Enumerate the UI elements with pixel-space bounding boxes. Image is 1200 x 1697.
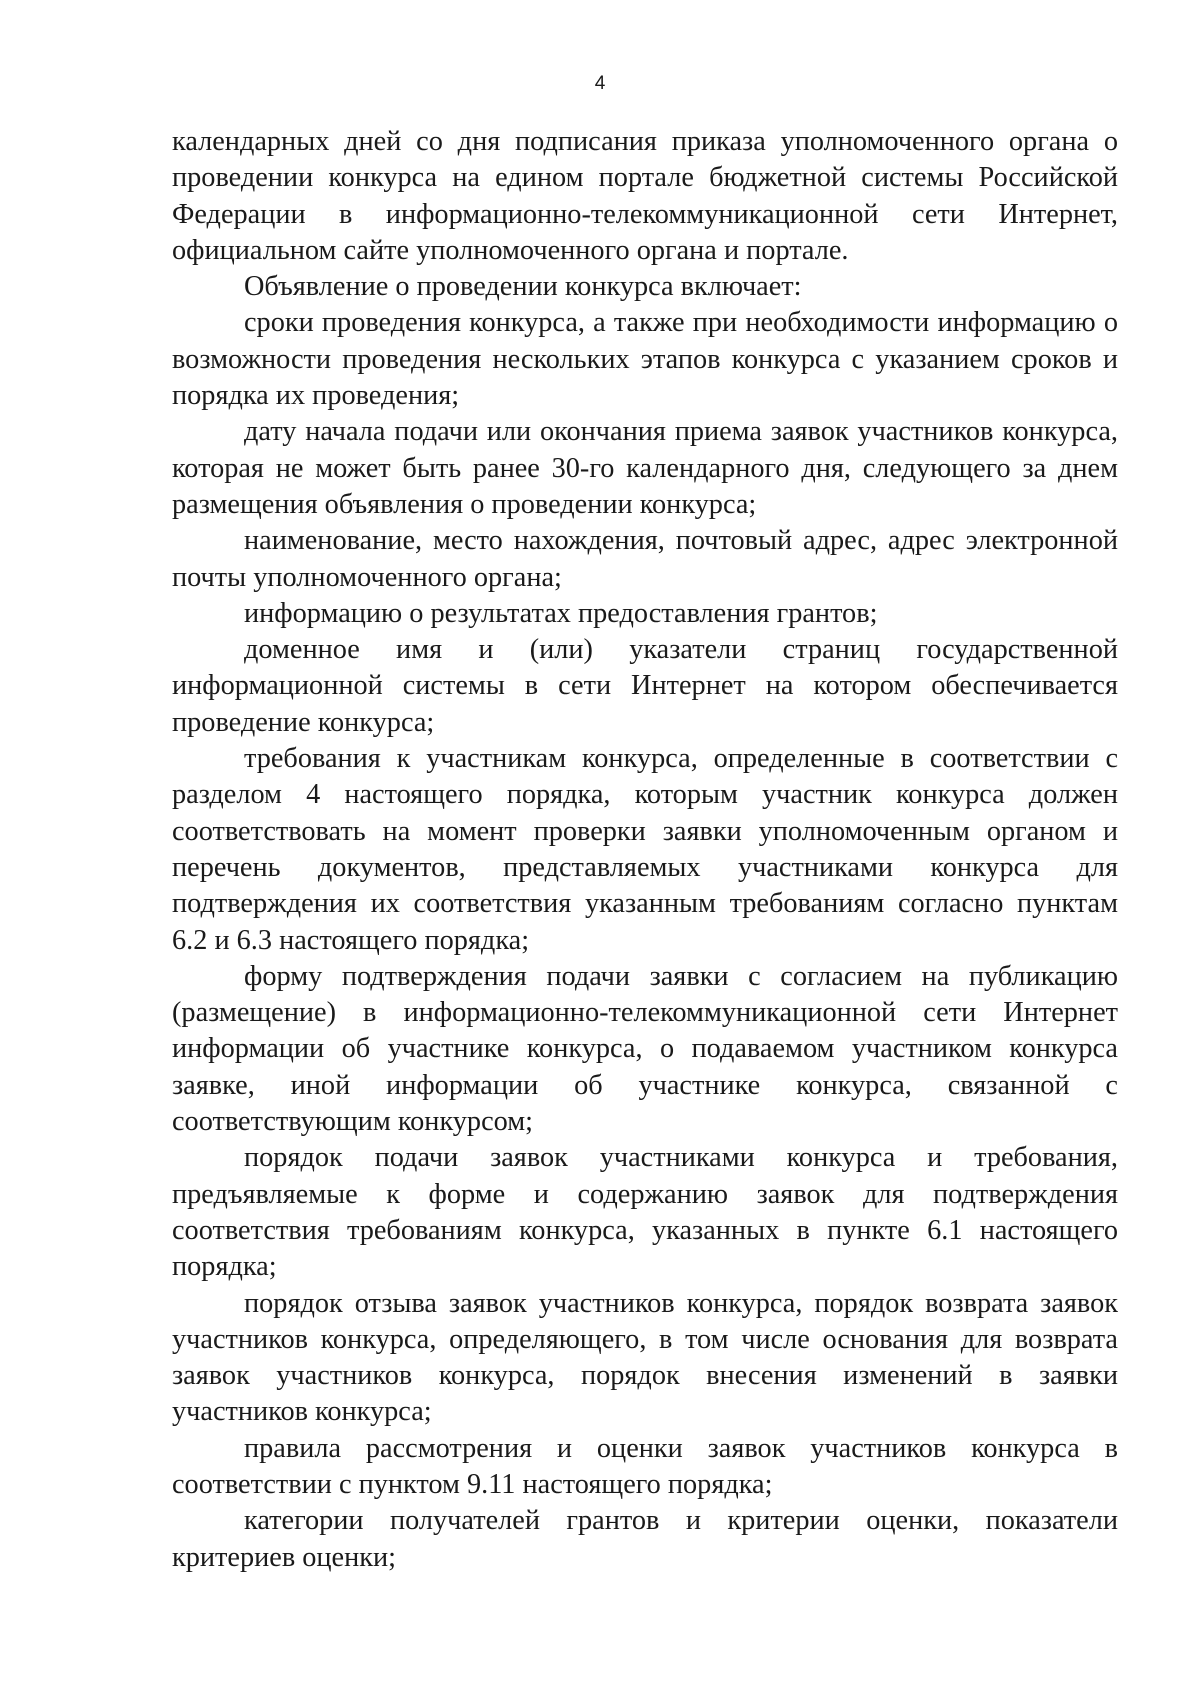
- paragraph-continuation: календарных дней со дня подписания приказа уполномоченного органа о проведении конкурса на едином портале бюджетной системы Российской Федерации в информационно-телекоммуникационной сети Интернет, официальном сайте уполномоченного органа и портале.: [172, 126, 1118, 266]
- paragraph-item: информацию о результатах предоставления грантов;: [244, 597, 878, 629]
- paragraph-item: дату начала подачи или окончания приема заявок участников конкурса, которая не может быть ранее 30-го календарного дня, следующего за днем размещения объявления о проведении конкурса;: [172, 416, 1118, 520]
- document-body: [172, 124, 1118, 1576]
- paragraph-item: форму подтверждения подачи заявки с согласием на публикацию (размещение) в информационно-телекоммуникационной сети Интернет информации об участнике конкурса, о подаваемом участником конкурса заявке, иной информации об участнике конкурса, связанной с соответствующим конкурсом;: [172, 960, 1118, 1138]
- paragraph-item: доменное имя и (или) указатели страниц государственной информационной системы в сети Интернет на котором обеспечивается проведение конкурса;: [172, 634, 1118, 738]
- paragraph-item: требования к участникам конкурса, определенные в соответствии с разделом 4 настоящего порядка, которым участник конкурса должен соответствовать на момент проверки заявки уполномоченным органом и перечень документов, представляемых участниками конкурса для подтверждения их соответствия указанным требованиям согласно пунктам 6.2 и 6.3 настоящего порядка;: [172, 743, 1118, 956]
- paragraph-item: сроки проведения конкурса, а также при необходимости информацию о возможности проведения нескольких этапов конкурса с указанием сроков и порядка их проведения;: [172, 307, 1118, 412]
- paragraph-item: категории получателей грантов и критерии оценки, показатели критериев оценки;: [172, 1505, 1118, 1573]
- page-number: 4: [594, 73, 606, 94]
- paragraph-item: порядок отзыва заявок участников конкурса, порядок возврата заявок участников конкурса, определяющего, в том числе основания для возврата заявок участников конкурса, порядок внесения изменений в заявки участников конкурса;: [172, 1287, 1118, 1428]
- paragraph-announcement-intro: Объявление о проведении конкурса включает:: [244, 271, 802, 303]
- paragraph-item: наименование, место нахождения, почтовый адрес, адрес электронной почты уполномоченного органа;: [172, 525, 1118, 593]
- paragraph-item: порядок подачи заявок участниками конкурса и требования, предъявляемые к форме и содержанию заявок для подтверждения соответствия требованиям конкурса, указанных в пункте 6.1 настоящего порядка;: [172, 1142, 1118, 1283]
- paragraph-item: правила рассмотрения и оценки заявок участников конкурса в соответствии с пунктом 9.11 настоящего порядка;: [172, 1432, 1118, 1500]
